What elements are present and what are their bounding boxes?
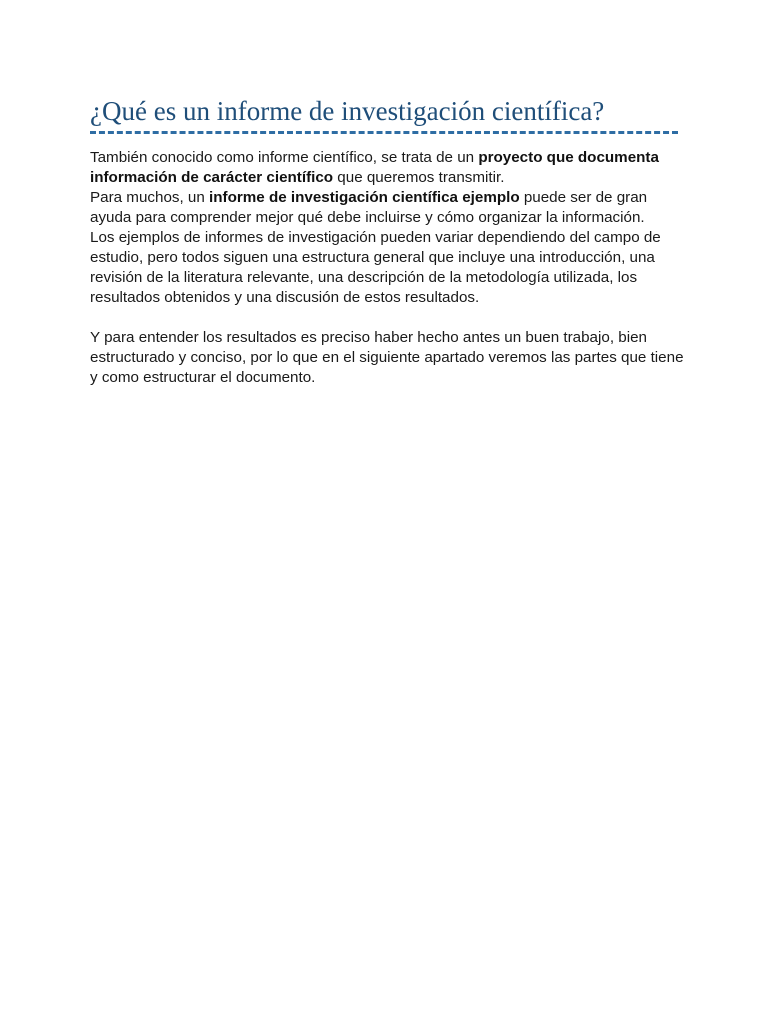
document-page xyxy=(90,94,690,388)
paragraph-intro-bold: proyecto que documenta información de carácter científico xyxy=(90,149,659,186)
paragraph-spacer xyxy=(90,308,690,328)
paragraph-example-bold: informe de investigación científica ejemplo xyxy=(209,189,520,206)
paragraph-intro-text-2: que queremos transmitir. xyxy=(333,169,505,186)
paragraph-conclusion: Y para entender los resultados es preciso haber hecho antes un buen trabajo, bien estructurado y conciso, por lo que en el siguiente apartado veremos las partes que tiene y como estructurar el documento. xyxy=(90,329,684,386)
paragraph-example-text-2: puede ser de gran ayuda para comprender mejor qué debe incluirse y cómo organizar la información. xyxy=(90,189,648,226)
page-title: ¿Qué es un informe de investigación científica? xyxy=(90,96,605,126)
paragraph-intro xyxy=(90,148,690,188)
paragraph-example xyxy=(90,188,690,228)
paragraph-example-text-1: Para muchos, un xyxy=(90,189,210,206)
document-body xyxy=(90,148,690,388)
paragraph-intro-text-1: También conocido como informe científico, se trata de un xyxy=(90,149,479,166)
paragraph-structure: Los ejemplos de informes de investigación pueden variar dependiendo del campo de estudio, pero todos siguen una estructura general que incluye una introducción, una revisión de la literatura relevante, una descripción de la metodología utilizada, los resultados obtenidos y una discusión de estos resultados. xyxy=(90,229,661,306)
title-dashed-divider xyxy=(90,131,678,134)
